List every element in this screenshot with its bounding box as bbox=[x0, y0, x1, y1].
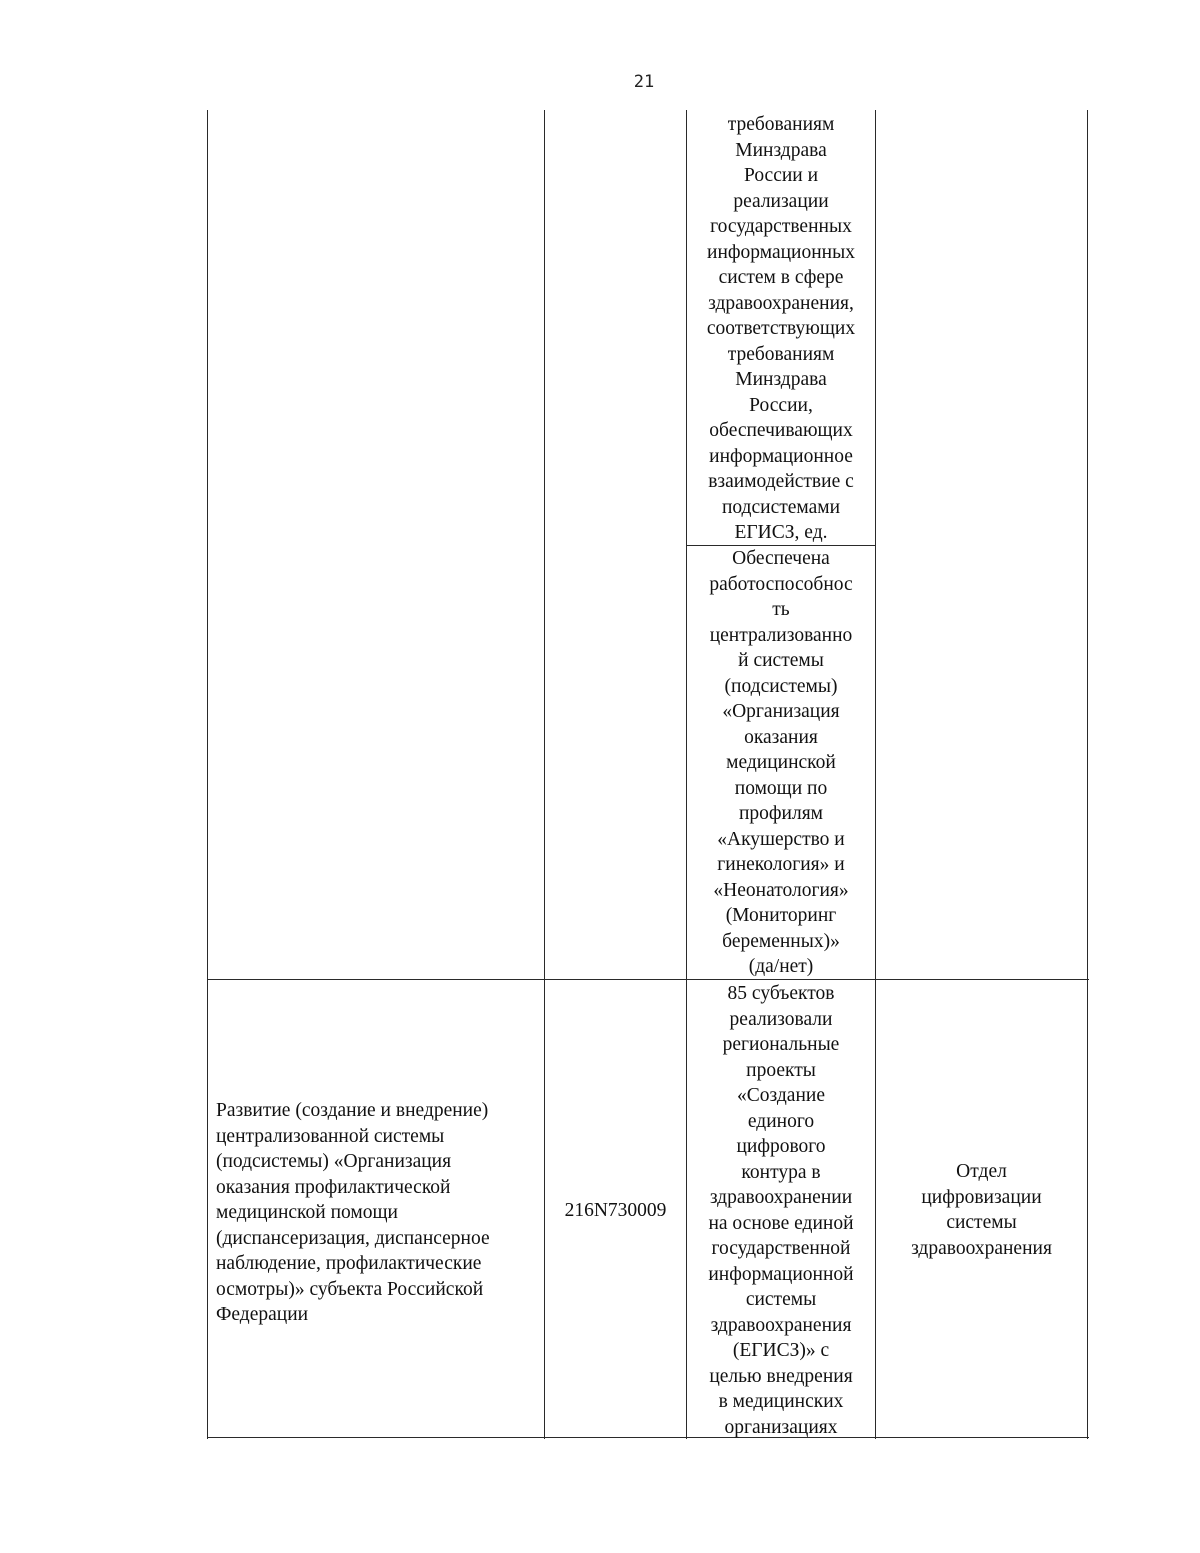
table-border-left bbox=[207, 110, 208, 1439]
row-divider bbox=[207, 979, 1089, 980]
table-border-bottom bbox=[207, 1437, 1089, 1438]
table-cell-indicator-2: Обеспечена работоспособнос ть централизованно й системы (подсистемы) «Организация оказания медицинской помощи по профилям «Акушерство и гинекология» и «Неонатология» (Мониторинг беременных)» (да/нет) bbox=[709, 548, 853, 977]
table-cell-code: 216N730009 bbox=[564, 1200, 667, 1221]
table-cell-activity: Развитие (создание и внедрение) централизованной системы (подсистемы) «Организация оказания профилактической медицинской помощи (диспансеризация, диспансерное наблюдение, профилактические осмотры)» субъекта Российской Федерации bbox=[216, 1100, 490, 1325]
table-cell-result: 85 субъектов реализовали региональные проекты «Создание единого цифрового контура в здравоохранении на основе единой государственной информационной системы здравоохранения (ЕГИСЗ)» с целью внедрения в медицинских организациях bbox=[708, 983, 854, 1438]
table-cell-responsible: Отдел цифровизации системы здравоохранения bbox=[911, 1161, 1052, 1259]
table-cell-indicator-1: требованиям Минздрава России и реализации государственных информационных систем в сфере здравоохранения, соответствующих требованиям Минздрава России, обеспечивающих информационное взаимодействие с подсистемами ЕГИСЗ, ед. bbox=[706, 114, 856, 543]
page-number: 21 bbox=[633, 72, 655, 92]
table-border-right bbox=[1087, 110, 1088, 1439]
table-divider-1 bbox=[544, 110, 545, 1439]
